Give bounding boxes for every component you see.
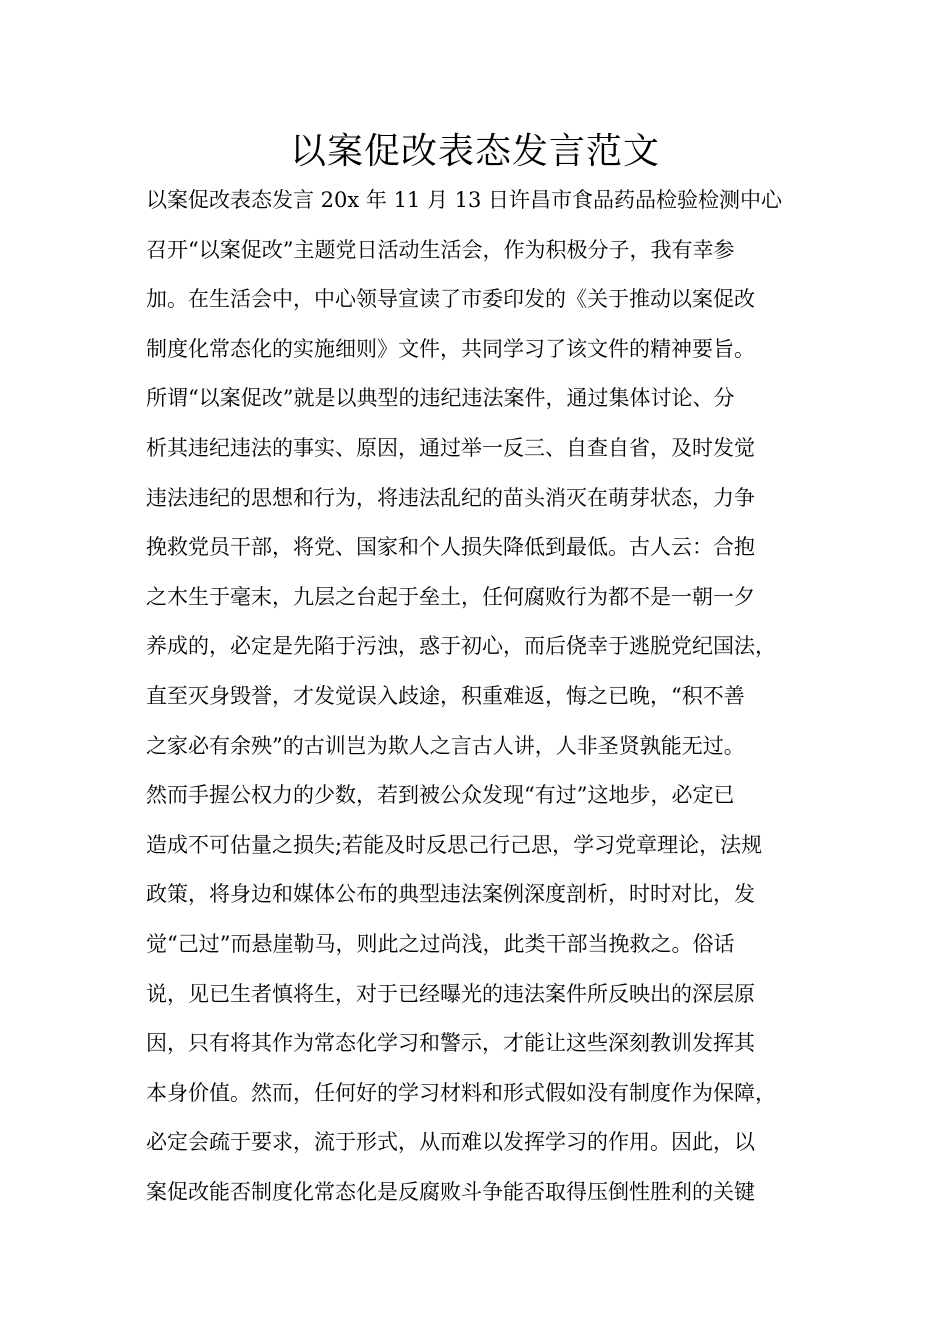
document-body	[146, 176, 826, 1217]
text-line: 所谓“以案促改”就是以典型的违纪违法案件，通过集体讨论、分	[146, 386, 735, 411]
text-line: 养成的，必定是先陷于污浊，惑于初心，而后侥幸于逃脱党纪国法，	[146, 634, 776, 659]
text-line: 析其违纪违法的事实、原因，通过举一反三、自查自省，及时发觉	[146, 435, 755, 460]
text-line: 造成不可估量之损失;若能及时反思己行己思，学习党章理论，法规	[146, 832, 763, 857]
text-line: 案促改能否制度化常态化是反腐败斗争能否取得压倒性胜利的关键	[146, 1179, 755, 1204]
text-line: 直至灭身毁誉，才发觉误入歧途，积重难返，悔之已晚，“积不善	[146, 683, 745, 708]
text-line: 加。在生活会中，中心领导宣读了市委印发的《关于推动以案促改	[146, 287, 755, 312]
text-line: 说，见已生者慎将生，对于已经曝光的违法案件所反映出的深层原	[146, 981, 755, 1006]
text-line: 然而手握公权力的少数，若到被公众发现“有过”这地步，必定已	[146, 783, 735, 808]
text-line: 违法违纪的思想和行为，将违法乱纪的苗头消灭在萌芽状态，力争	[146, 485, 755, 510]
document-title: 以案促改表态发言范文	[289, 131, 660, 172]
text-line: 之木生于毫末，九层之台起于垒土，任何腐败行为都不是一朝一夕	[146, 584, 755, 609]
text-line: 政策，将身边和媒体公布的典型违法案例深度剖析，时时对比，发	[146, 882, 755, 907]
text-line: 制度化常态化的实施细则》文件，共同学习了该文件的精神要旨。	[146, 336, 755, 361]
text-line: 以案促改表态发言 20x 年 11 月 13 日许昌市食品药品检验检测中心	[146, 188, 783, 212]
text-line: 召开“以案促改”主题党日活动生活会，作为积极分子，我有幸参	[146, 237, 735, 262]
text-line: 之家必有余殃”的古训岂为欺人之言古人讲，人非圣贤孰能无过。	[146, 733, 745, 758]
text-line: 因，只有将其作为常态化学习和警示，才能让这些深刻教训发挥其	[146, 1031, 755, 1056]
text-line: 挽救党员干部，将党、国家和个人损失降低到最低。古人云：合抱	[146, 535, 755, 560]
text-line: 觉“己过”而悬崖勒马，则此之过尚浅，此类干部当挽救之。俗话	[146, 931, 735, 956]
text-line: 必定会疏于要求，流于形式，从而难以发挥学习的作用。因此，以	[146, 1130, 755, 1155]
text-line: 本身价值。然而，任何好的学习材料和形式假如没有制度作为保障，	[146, 1080, 776, 1105]
